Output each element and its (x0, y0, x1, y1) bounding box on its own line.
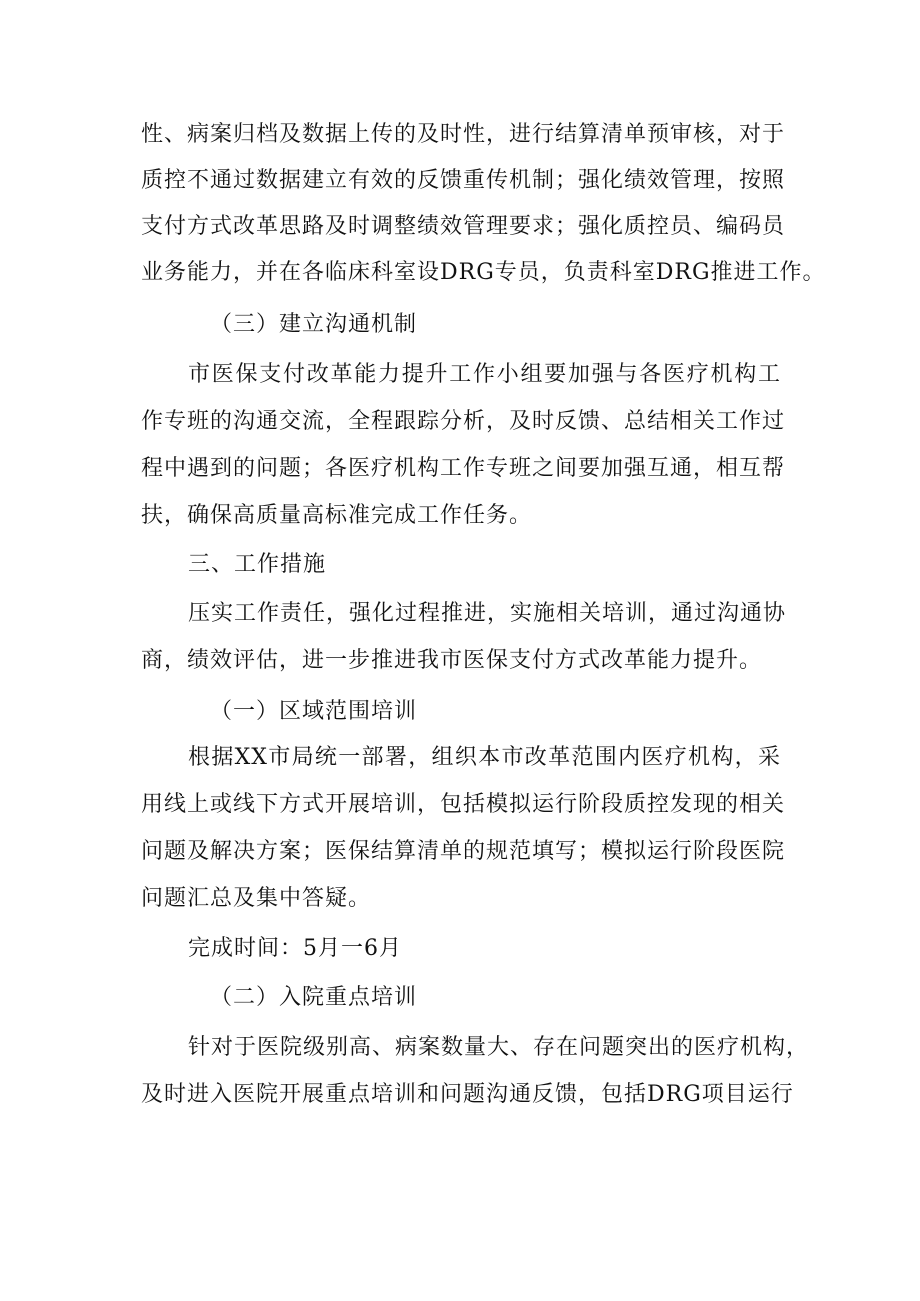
sub-heading-2: （二）入院重点培训 (210, 985, 418, 1010)
section-3-title: 三、工作措施 (188, 552, 327, 577)
para1-line-2: 质控不通过数据建立有效的反馈重传机制；强化绩效管理，按照 (141, 168, 786, 193)
para1-line-1: 性、病案归档及数据上传的及时性，进行结算清单预审核，对于 (141, 122, 786, 147)
para5-line-1: 针对于医院级别高、病案数量大、存在问题突出的医疗机构， (188, 1035, 810, 1060)
para4-line-2: 用线上或线下方式开展培训，包括模拟运行阶段质控发现的相关 (141, 792, 786, 817)
para2-line-4: 扶，确保高质量高标准完成工作任务。 (141, 503, 533, 528)
sub-heading-1: （一）区域范围培训 (210, 699, 418, 724)
para1-line-4: 业务能力，并在各临床科室设DRG专员，负责科室DRG推进工作。 (141, 260, 826, 285)
para5-line-2: 及时进入医院开展重点培训和问题沟通反馈，包括DRG项目运行 (141, 1082, 794, 1107)
para2-line-3: 程中遇到的问题；各医疗机构工作专班之间要加强互通，相互帮 (141, 456, 786, 481)
para4-line-3: 问题及解决方案；医保结算清单的规范填写；模拟运行阶段医院 (141, 839, 786, 864)
completion-time: 完成时间：5月一6月 (188, 936, 402, 961)
heading-3-communication: （三）建立沟通机制 (210, 312, 418, 337)
para4-line-4: 问题汇总及集中答疑。 (141, 886, 372, 911)
para1-line-3: 支付方式改革思路及时调整绩效管理要求；强化质控员、编码员 (141, 214, 786, 239)
para3-line-2: 商，绩效评估，进一步推进我市医保支付方式改革能力提升。 (141, 648, 763, 673)
para3-line-1: 压实工作责任，强化过程推进，实施相关培训，通过沟通协 (188, 601, 787, 626)
para2-line-1: 市医保支付改革能力提升工作小组要加强与各医疗机构工 (188, 362, 781, 387)
para4-line-1: 根据XX市局统一部署，组织本市改革范围内医疗机构，采 (188, 745, 781, 770)
para2-line-2: 作专班的沟通交流，全程跟踪分析，及时反馈、总结相关工作过 (141, 409, 786, 434)
